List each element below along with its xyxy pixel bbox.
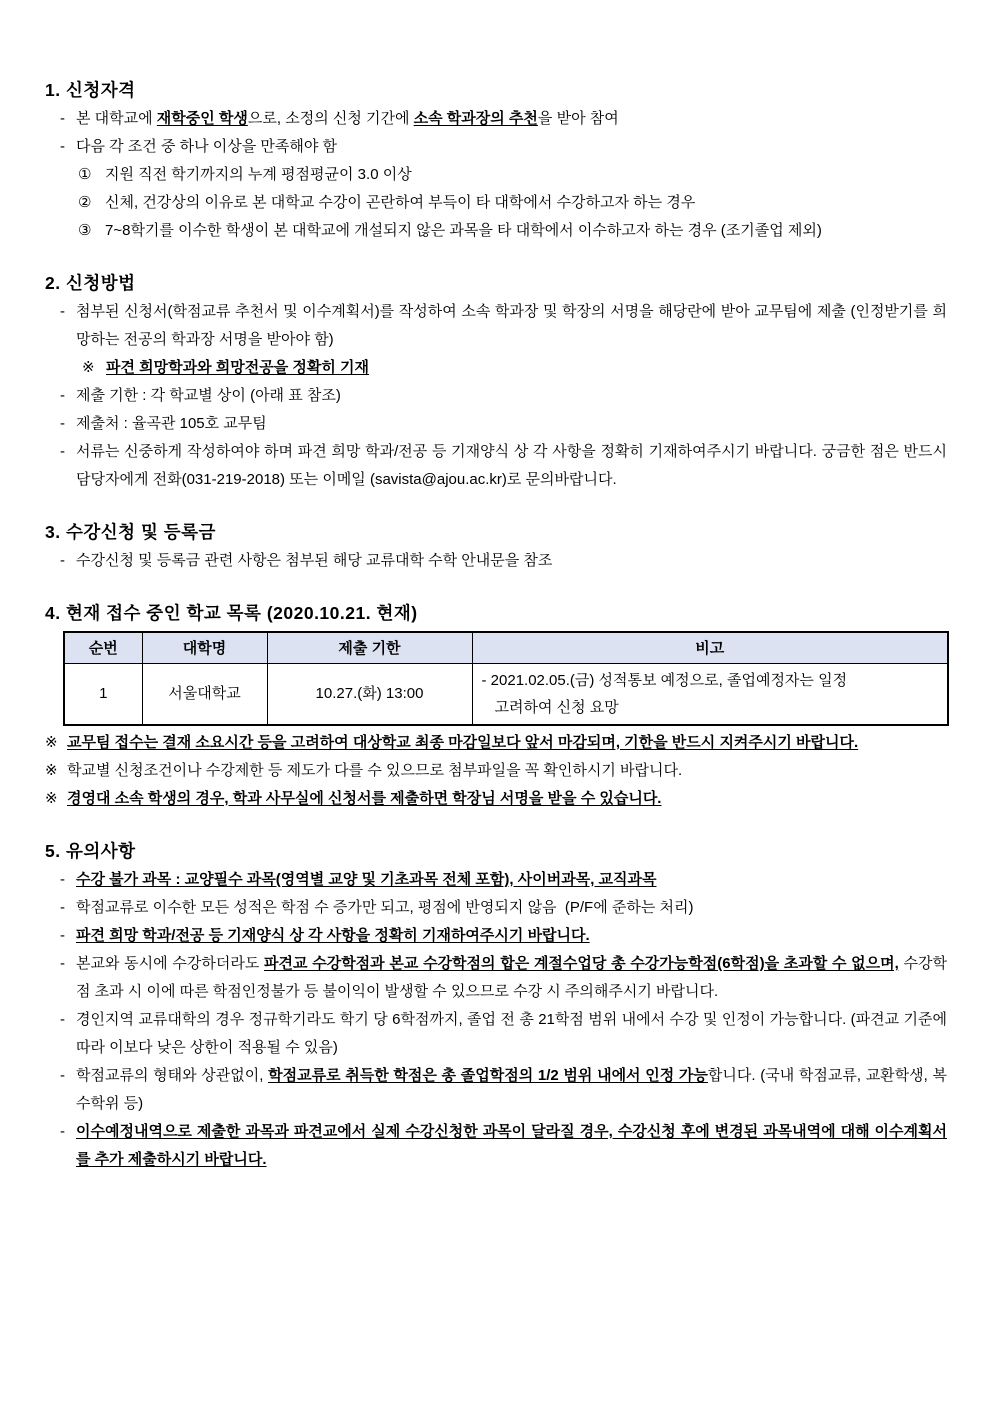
list-text	[105, 161, 947, 189]
list-marker: -	[60, 443, 65, 460]
list-text	[76, 133, 947, 161]
list-item	[45, 1118, 947, 1174]
text-run: 학점교류의 형태와 상관없이,	[76, 1066, 269, 1084]
list-text	[76, 438, 947, 494]
list-text	[76, 105, 947, 133]
text-run: 다음 각 조건 중 하나 이상을 만족해야 함	[76, 138, 338, 155]
text-run: 본교와 동시에 수강하더라도	[76, 954, 265, 972]
table-cell-line: - 2021.02.05.(금) 성적통보 예정으로, 졸업예정자는 일정	[481, 671, 848, 689]
note-item	[45, 757, 947, 785]
table-header-cell: 대학명	[142, 632, 267, 663]
section-heading: 4. 현재 접수 중인 학교 목록 (2020.10.21. 현재)	[45, 603, 418, 623]
list-marker: -	[60, 1010, 65, 1028]
table-cell	[472, 663, 948, 725]
list-item	[45, 922, 947, 950]
table-cell: 1	[64, 663, 142, 725]
table-header-cell: 순번	[64, 632, 142, 663]
table-header-cell: 제출 기한	[267, 632, 472, 663]
list-text	[67, 729, 947, 757]
section-1	[45, 76, 947, 245]
section-heading: 5. 유의사항	[45, 840, 136, 861]
text-run: 을 받아 참여	[537, 110, 619, 127]
text-run: 지원 직전 학기까지의 누계 평점평균이 3.0 이상	[105, 166, 412, 183]
list-item	[45, 382, 947, 410]
list-marker: -	[60, 1066, 65, 1084]
list-marker: -	[60, 1122, 65, 1140]
text-run: 이수예정내역으로 제출한 과목과 파견교에서 실제 수강신청한 과목이 달라질 경우, 수강신청 후에 변경된 과목내역에 대해 이수계획서를 추가 제출하시기 바랍니다.	[76, 1122, 947, 1168]
list-marker: -	[60, 110, 65, 127]
list-marker: -	[60, 303, 65, 320]
text-run: 재학중인 학생	[156, 110, 248, 127]
list-item	[45, 950, 947, 1006]
list-text	[67, 785, 947, 813]
list-marker: -	[60, 954, 65, 972]
table-cell: 서울대학교	[142, 663, 267, 725]
list-marker: -	[60, 138, 65, 155]
list-item	[45, 894, 947, 922]
list-item	[45, 410, 947, 438]
text-run: 파견 희망 학과/전공 등 기재양식 상 각 사항을 정확히 기재하여주시기 바랍니다.	[76, 926, 590, 944]
list-text	[76, 547, 947, 575]
list-text	[76, 298, 947, 354]
text-run: 신체, 건강상의 이유로 본 대학교 수강이 곤란하여 부득이 타 대학에서 수강하고자 하는 경우	[105, 194, 696, 211]
list-item	[45, 547, 947, 575]
note-item	[45, 729, 947, 757]
list-item	[45, 354, 947, 382]
text-run: 제출처 : 율곡관 105호 교무팀	[76, 415, 267, 432]
text-run: 으로, 소정의 신청 기간에	[247, 110, 414, 127]
list-text	[105, 189, 947, 217]
list-text	[76, 1062, 947, 1118]
list-text	[76, 894, 947, 922]
text-run: 본 대학교에	[76, 110, 157, 127]
list-marker: -	[60, 870, 65, 888]
list-marker: ③	[78, 222, 92, 239]
text-run: 수강신청 및 등록금 관련 사항은 첨부된 해당 교류대학 수학 안내문을 참조	[76, 552, 553, 569]
document-content	[45, 76, 947, 1174]
list-marker: -	[60, 415, 65, 432]
list-marker: -	[60, 387, 65, 404]
text-run: 경인지역 교류대학의 경우 정규학기라도 학기 당 6학점까지, 졸업 전 총 21학점 범위 내에서 수강 및 인정이 가능합니다. (파견교 기준에 따라 이보다 낮은 상한이 적용될 수 있음)	[76, 1010, 947, 1056]
list-item	[45, 189, 947, 217]
list-text	[76, 950, 947, 1006]
text-run: 합니다. (국내 학점교류, 교환학생, 복수학위 등)	[76, 1066, 947, 1112]
text-run: 제출 기한 : 각 학교별 상이 (아래 표 참조)	[76, 387, 341, 404]
text-run: 학교별 신청조건이나 수강제한 등 제도가 다를 수 있으므로 첨부파일을 꼭 확인하시기 바랍니다.	[67, 761, 683, 779]
text-run: 경영대 소속 학생의 경우, 학과 사무실에 신청서를 제출하면 학장님 서명을 받을 수 있습니다.	[67, 789, 662, 807]
list-marker: ※	[45, 733, 58, 751]
list-item	[45, 298, 947, 354]
list-item	[45, 1006, 947, 1062]
text-run: 파견교 수강학점과 본교 수강학점의 합은 계절수업당 총 수강가능학점(6학점)을 초과할 수 없으며,	[264, 954, 899, 972]
list-text	[105, 217, 947, 245]
list-marker: ※	[82, 359, 95, 376]
text-run: 교무팀 접수는 결재 소요시간 등을 고려하여 대상학교 최종 마감일보다 앞서 마감되며, 기한을 반드시 지켜주시기 바랍니다.	[67, 733, 859, 751]
list-text	[76, 410, 947, 438]
list-item	[45, 217, 947, 245]
table-cell-line: 고려하여 신청 요망	[494, 698, 619, 716]
list-text	[76, 382, 947, 410]
list-marker: ※	[45, 761, 58, 779]
list-marker: ①	[78, 166, 92, 183]
text-run: 소속 학과장의 추천	[413, 110, 538, 127]
schools-table	[63, 631, 949, 726]
list-text	[106, 354, 947, 382]
table-cell: 10.27.(화) 13:00	[267, 663, 472, 725]
table-header-cell: 비고	[472, 632, 948, 663]
list-text	[67, 757, 947, 785]
list-text	[76, 1118, 947, 1174]
section-heading: 2. 신청방법	[45, 273, 136, 293]
text-run: 서류는 신중하게 작성하여야 하며 파견 희망 학과/전공 등 기재양식 상 각 사항을 정확히 기재하여주시기 바랍니다. 궁금한 점은 반드시 담당자에게 전화(031-219-2018) 또는 이메일 (savista@ajou.ac.kr)로 문의바랍니다.	[76, 443, 947, 488]
list-item	[45, 133, 947, 161]
list-text	[76, 1006, 947, 1062]
section-heading: 3. 수강신청 및 등록금	[45, 522, 216, 542]
list-marker: -	[60, 926, 65, 944]
text-run: 첨부된 신청서(학점교류 추천서 및 이수계획서)를 작성하여 소속 학과장 및 학장의 서명을 해당란에 받아 교무팀에 제출 (인정받기를 희망하는 전공의 학과장 서명을 받아야 함)	[76, 303, 947, 348]
note-item	[45, 785, 947, 813]
text-run: 파견 희망학과와 희망전공을 정확히 기재	[106, 359, 370, 376]
section-heading: 1. 신청자격	[45, 80, 136, 100]
text-run: 수강 불가 과목 : 교양필수 과목(영역별 교양 및 기초과목 전체 포함), 사이버과목, 교직과목	[76, 870, 657, 888]
list-item	[45, 1062, 947, 1118]
list-item	[45, 866, 947, 894]
list-item	[45, 161, 947, 189]
text-run: 학점교류로 취득한 학점은 총 졸업학점의 1/2 범위 내에서 인정 가능	[268, 1066, 708, 1084]
list-text	[76, 866, 947, 894]
text-run: 학점교류로 이수한 모든 성적은 학점 수 증가만 되고, 평점에 반영되지 않음 (P/F에 준하는 처리)	[76, 898, 694, 916]
list-item	[45, 438, 947, 494]
section-5	[45, 837, 947, 1174]
list-marker: ②	[78, 194, 92, 211]
list-marker: -	[60, 552, 65, 569]
list-marker: -	[60, 898, 65, 916]
list-text	[76, 922, 947, 950]
section-4	[45, 599, 947, 813]
table-row	[64, 663, 948, 725]
section-2	[45, 269, 947, 494]
list-marker: ※	[45, 789, 58, 807]
section-3	[45, 518, 947, 575]
list-item	[45, 105, 947, 133]
text-run: 수강학점 초과 시 이에 따른 학점인정불가 등 불이익이 발생할 수 있으므로 수강 시 주의해주시기 바랍니다.	[76, 954, 947, 1000]
text-run: 7~8학기를 이수한 학생이 본 대학교에 개설되지 않은 과목을 타 대학에서 이수하고자 하는 경우 (조기졸업 제외)	[105, 222, 822, 239]
table-header-row	[64, 632, 948, 663]
